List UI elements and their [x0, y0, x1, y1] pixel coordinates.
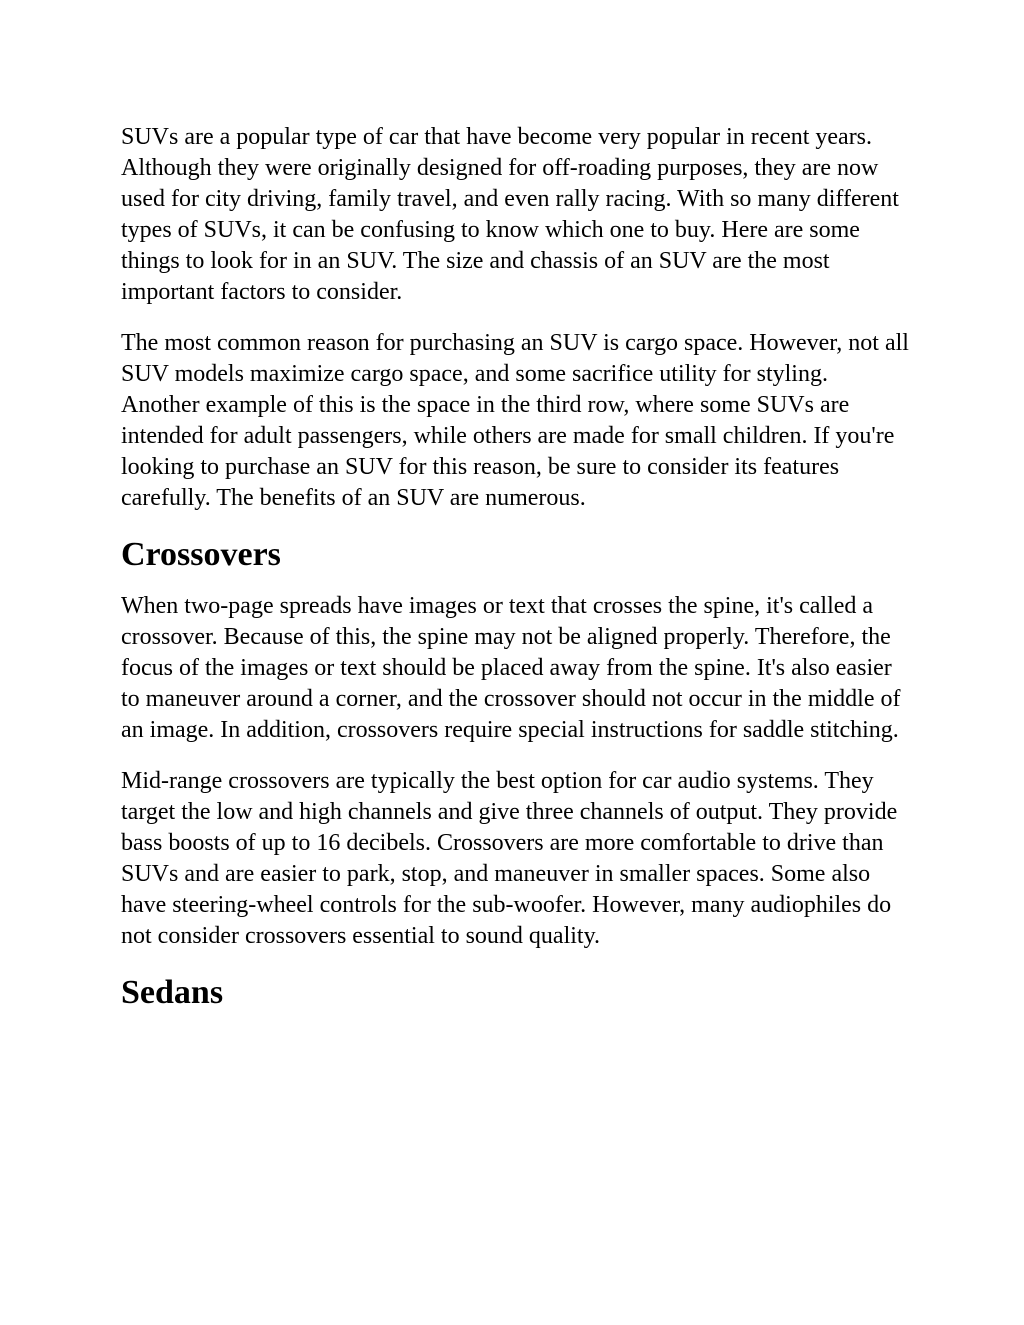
heading-sedans: Sedans	[121, 973, 224, 1011]
paragraph-crossovers-audio: Mid-range crossovers are typically the best option for car audio systems. They target the low and high channels and give three channels of output. They provide bass boosts of up to 16 decibels. Crossovers are more comfortable to drive than SUVs and are easier to park, stop, and maneuver in smaller spaces. Some also have steering-wheel controls for the sub-woofer. However, many audiophiles do not consider crossovers essential to sound quality.	[121, 768, 898, 949]
paragraph-suvs-cargo: The most common reason for purchasing an SUV is cargo space. However, not all SUV models maximize cargo space, and some sacrifice utility for styling. Another example of this is the space in the third row, where some SUVs are intended for adult passengers, while others are made for small children. If you're looking to purchase an SUV for this reason, be sure to consider its features carefully. The benefits of an SUV are numerous.	[121, 330, 909, 511]
paragraph-crossovers-spreads: When two-page spreads have images or text that crosses the spine, it's called a crossover. Because of this, the spine may not be aligned properly. Therefore, the focus of the images or text should be placed away from the spine. It's also easier to maneuver around a corner, and the crossover should not occur in the middle of an image. In addition, crossovers require special instructions for saddle stitching.	[121, 592, 901, 743]
document-page	[121, 122, 911, 1029]
heading-crossovers: Crossovers	[121, 535, 281, 573]
paragraph-suvs-intro: SUVs are a popular type of car that have become very popular in recent years. Although they were originally designed for off-roading purposes, they are now used for city driving, family travel, and even rally racing. With so many different types of SUVs, it can be confusing to know which one to buy. Here are some things to look for in an SUV. The size and chassis of an SUV are the most important factors to consider.	[121, 124, 899, 305]
